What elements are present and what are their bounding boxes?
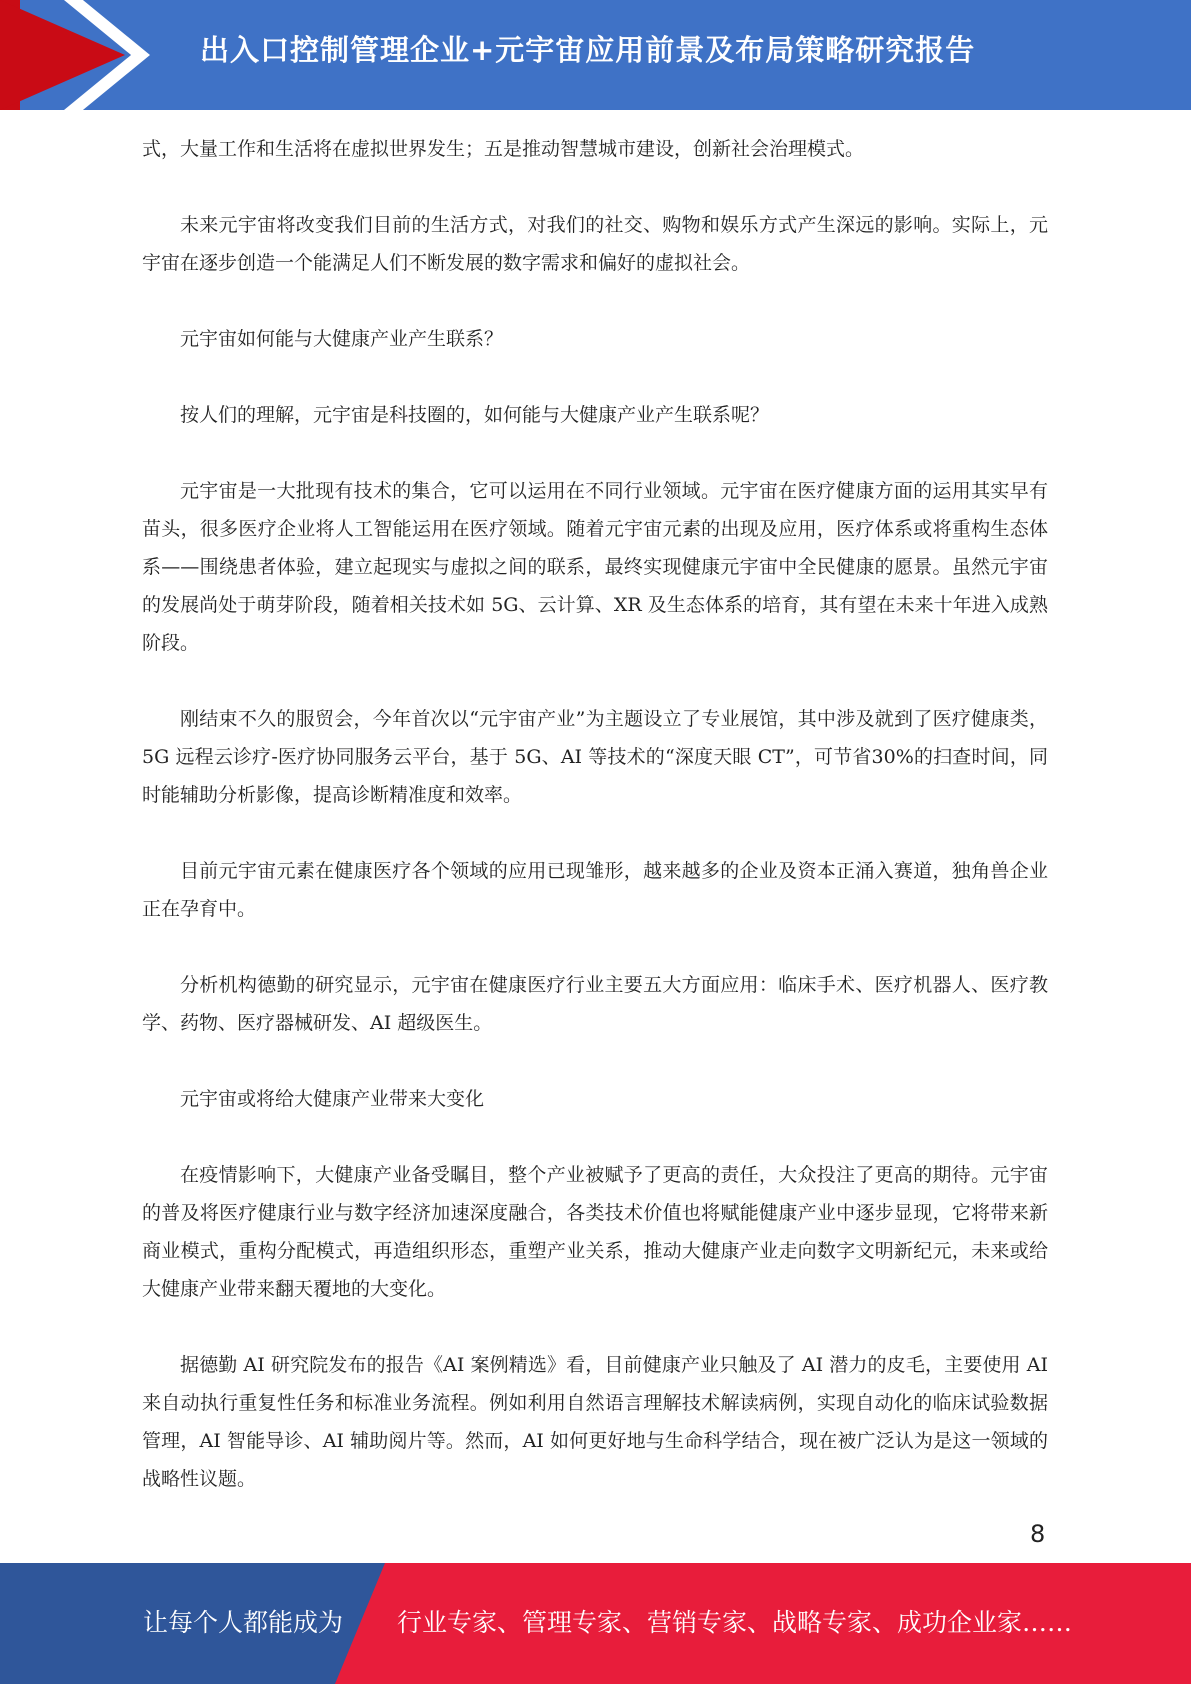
paragraph: 目前元宇宙元素在健康医疗各个领域的应用已现雏形，越来越多的企业及资本正涌入赛道，独角兽企业正在孕育中。 [142,860,1048,920]
paragraph: 分析机构德勤的研究显示，元宇宙在健康医疗行业主要五大方面应用：临床手术、医疗机器人、医疗教学、药物、医疗器械研发、AI 超级医生。 [142,974,1048,1034]
section-heading: 元宇宙如何能与大健康产业产生联系？ [180,328,504,350]
footer-slogan-left: 让每个人都能成为 [143,1608,344,1637]
paragraph: 未来元宇宙将改变我们目前的生活方式，对我们的社交、购物和娱乐方式产生深远的影响。实际上，元宇宙在逐步创造一个能满足人们不断发展的数字需求和偏好的虚拟社会。 [142,214,1048,274]
paragraph: 按人们的理解，元宇宙是科技圈的，如何能与大健康产业产生联系呢？ [180,404,770,426]
document-body [142,130,1048,1536]
section-heading: 元宇宙或将给大健康产业带来大变化 [180,1088,485,1110]
header-red-arrow [0,0,125,110]
page-footer [0,1563,1191,1684]
footer-slogan-right: 行业专家、管理专家、营销专家、战略专家、成功企业家…… [397,1608,1073,1637]
paragraph: 刚结束不久的服贸会，今年首次以“元宇宙产业”为主题设立了专业展馆，其中涉及就到了医疗健康类，5G 远程云诊疗-医疗协同服务云平台，基于 5G、AI 等技术的“深度天眼 CT”，可节省30%的扫查时间，同时能辅助分析影像，提高诊断精准度和效率。 [142,708,1048,806]
paragraph: 元宇宙是一大批现有技术的集合，它可以运用在不同行业领域。元宇宙在医疗健康方面的运用其实早有苗头，很多医疗企业将人工智能运用在医疗领域。随着元宇宙元素的出现及应用，医疗体系或将重构生态体系——围绕患者体验，建立起现实与虚拟之间的联系，最终实现健康元宇宙中全民健康的愿景。虽然元宇宙的发展尚处于萌芽阶段，随着相关技术如 5G、云计算、XR 及生态体系的培育，其有望在未来十年进入成熟阶段。 [142,480,1048,654]
paragraph: 据德勤 AI 研究院发布的报告《AI 案例精选》看，目前健康产业只触及了 AI 潜力的皮毛，主要使用 AI 来自动执行重复性任务和标准业务流程。例如利用自然语言理解技术解读病例，实现自动化的临床试验数据管理，AI 智能导诊、AI 辅助阅片等。然而，AI 如何更好地与生命科学结合，现在被广泛认为是这一领域的战略性议题。 [142,1354,1048,1490]
paragraph: 在疫情影响下，大健康产业备受瞩目，整个产业被赋予了更高的责任，大众投注了更高的期待。元宇宙的普及将医疗健康行业与数字经济加速深度融合，各类技术价值也将赋能健康产业中逐步显现，它将带来新商业模式，重构分配模式，再造组织形态，重塑产业关系，推动大健康产业走向数字文明新纪元，未来或给大健康产业带来翻天覆地的大变化。 [142,1164,1048,1300]
page-number: 8 [1030,1520,1046,1548]
report-title: 出入口控制管理企业+元宇宙应用前景及布局策略研究报告 [200,33,976,67]
page-header [0,0,1191,110]
paragraph-continuation: 式，大量工作和生活将在虚拟世界发生；五是推动智慧城市建设，创新社会治理模式。 [142,138,865,160]
